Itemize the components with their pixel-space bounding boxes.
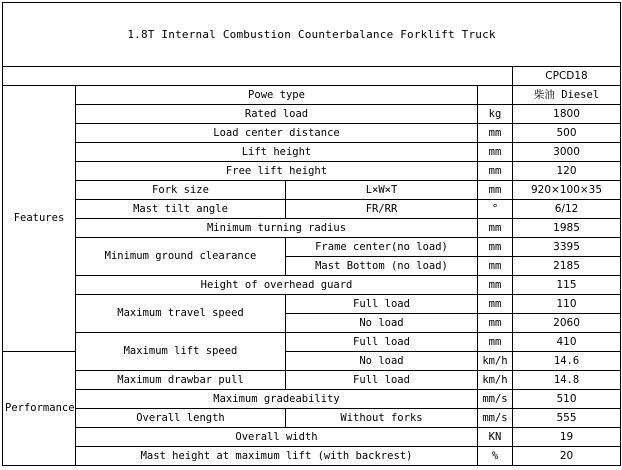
row-overhead-guard: [3, 276, 621, 295]
sub-travel-speed-full: Full load: [286, 295, 478, 314]
sub-ground-clearance-mast: Mast Bottom (no load): [286, 257, 478, 276]
unit-travel-speed-full: mm: [478, 295, 513, 314]
unit-overhead-guard: mm: [478, 276, 513, 295]
value-overall-width: 19: [513, 428, 621, 447]
unit-gradeability: mm/s: [478, 390, 513, 409]
label-overall-length: Overall length: [76, 409, 286, 428]
unit-lift-height: mm: [478, 143, 513, 162]
unit-mast-tilt: °: [478, 200, 513, 219]
row-rated-load: [3, 105, 621, 124]
label-mast-tilt: Mast tilt angle: [76, 200, 286, 219]
value-ground-clearance-mast: 2185: [513, 257, 621, 276]
label-lift-speed: Maximum lift speed: [76, 333, 286, 371]
row-power-type: [3, 86, 621, 105]
unit-ground-clearance-mast: mm: [478, 257, 513, 276]
label-rated-load: Rated load: [76, 105, 478, 124]
row-travel-speed-1: [3, 295, 621, 314]
label-travel-speed: Maximum travel speed: [76, 295, 286, 333]
value-free-lift: 120: [513, 162, 621, 181]
row-lift-height: [3, 143, 621, 162]
label-drawbar-pull: Maximum drawbar pull: [76, 371, 286, 390]
value-power-type: 柴油 Diesel: [513, 86, 621, 105]
unit-power-type: [478, 86, 513, 105]
row-gradeability: [3, 390, 621, 409]
sub-mast-tilt: FR/RR: [286, 200, 478, 219]
row-overall-width: [3, 428, 621, 447]
label-fork-size: Fork size: [76, 181, 286, 200]
row-load-center: [3, 124, 621, 143]
sub-overall-length: Without forks: [286, 409, 478, 428]
model-row: [3, 67, 621, 86]
unit-load-center: mm: [478, 124, 513, 143]
model-name: CPCD18: [513, 67, 621, 86]
unit-mast-height: %: [478, 447, 513, 466]
row-turning-radius: [3, 219, 621, 238]
sub-lift-speed-no: No load: [286, 352, 478, 371]
sub-drawbar-pull: Full load: [286, 371, 478, 390]
label-ground-clearance: Minimum ground clearance: [76, 238, 286, 276]
label-lift-height: Lift height: [76, 143, 478, 162]
label-mast-height: Mast height at maximum lift (with backrest): [76, 447, 478, 466]
spec-table: [2, 2, 621, 466]
unit-travel-speed-no: mm: [478, 314, 513, 333]
unit-overall-length: mm/s: [478, 409, 513, 428]
unit-lift-speed-no: km/h: [478, 352, 513, 371]
row-overall-length: [3, 409, 621, 428]
unit-rated-load: kg: [478, 105, 513, 124]
unit-fork-size: mm: [478, 181, 513, 200]
unit-lift-speed-full: mm: [478, 333, 513, 352]
label-power-type: Powe type: [76, 86, 478, 105]
value-drawbar-pull: 14.8: [513, 371, 621, 390]
sub-lift-speed-full: Full load: [286, 333, 478, 352]
row-mast-tilt: [3, 200, 621, 219]
model-header-blank: [3, 67, 513, 86]
value-overhead-guard: 115: [513, 276, 621, 295]
row-drawbar-pull: [3, 371, 621, 390]
label-overhead-guard: Height of overhead guard: [76, 276, 478, 295]
group-performance: Performance: [3, 352, 76, 466]
value-turning-radius: 1985: [513, 219, 621, 238]
sub-ground-clearance-frame: Frame center(no load): [286, 238, 478, 257]
value-lift-height: 3000: [513, 143, 621, 162]
sub-travel-speed-no: No load: [286, 314, 478, 333]
value-lift-speed-full: 410: [513, 333, 621, 352]
sub-fork-size: L×W×T: [286, 181, 478, 200]
label-load-center: Load center distance: [76, 124, 478, 143]
label-free-lift: Free lift height: [76, 162, 478, 181]
value-travel-speed-full: 110: [513, 295, 621, 314]
title-row: [3, 3, 621, 67]
unit-ground-clearance-frame: mm: [478, 238, 513, 257]
value-load-center: 500: [513, 124, 621, 143]
row-mast-height: [3, 447, 621, 466]
unit-overall-width: KN: [478, 428, 513, 447]
label-overall-width: Overall width: [76, 428, 478, 447]
unit-drawbar-pull: km/h: [478, 371, 513, 390]
row-fork-size: [3, 181, 621, 200]
unit-free-lift: mm: [478, 162, 513, 181]
value-overall-length: 555: [513, 409, 621, 428]
group-features: Features: [3, 86, 76, 352]
value-fork-size: 920×100×35: [513, 181, 621, 200]
row-ground-clearance-1: [3, 238, 621, 257]
value-gradeability: 510: [513, 390, 621, 409]
label-turning-radius: Minimum turning radius: [76, 219, 478, 238]
value-rated-load: 1800: [513, 105, 621, 124]
row-free-lift: [3, 162, 621, 181]
value-mast-tilt: 6/12: [513, 200, 621, 219]
value-lift-speed-no: 14.6: [513, 352, 621, 371]
value-ground-clearance-frame: 3395: [513, 238, 621, 257]
value-mast-height: 20: [513, 447, 621, 466]
unit-turning-radius: mm: [478, 219, 513, 238]
spec-sheet: [2, 2, 620, 468]
value-travel-speed-no: 2060: [513, 314, 621, 333]
row-lift-speed-1: [3, 333, 621, 352]
label-gradeability: Maximum gradeability: [76, 390, 478, 409]
table-title: 1.8T Internal Combustion Counterbalance Forklift Truck: [3, 3, 621, 67]
